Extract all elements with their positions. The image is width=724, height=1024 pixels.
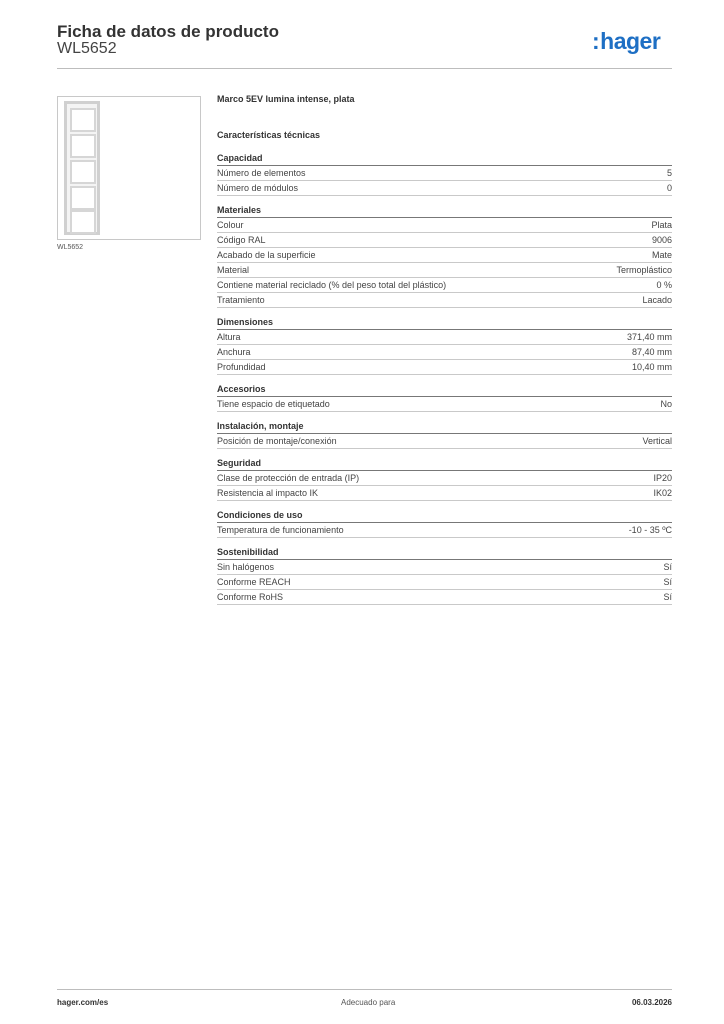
spec-section	[217, 316, 672, 375]
spec-section	[217, 383, 672, 412]
page-title: Ficha de datos de producto	[57, 22, 279, 41]
frame-illustration	[64, 101, 100, 235]
spec-row	[217, 486, 672, 501]
spec-section-title: Capacidad	[217, 152, 672, 166]
spec-row	[217, 523, 672, 538]
spec-label: Material	[217, 265, 250, 275]
spec-label: Sin halógenos	[217, 562, 275, 572]
spec-value: 87,40 mm	[631, 347, 672, 357]
logo-colon-icon: :	[592, 28, 600, 54]
frame-slot	[70, 160, 96, 184]
product-name: Marco 5EV lumina intense, plata	[217, 94, 355, 104]
spec-value: Termoplástico	[616, 265, 672, 275]
spec-label: Conforme REACH	[217, 577, 291, 587]
spec-section-title: Instalación, montaje	[217, 420, 672, 434]
spec-section-title: Condiciones de uso	[217, 509, 672, 523]
spec-value: No	[660, 399, 672, 409]
logo-text: hager	[600, 28, 661, 54]
spec-row	[217, 218, 672, 233]
spec-value: 5	[666, 168, 672, 178]
spec-value: Vertical	[642, 436, 672, 446]
spec-row	[217, 360, 672, 375]
frame-slot	[70, 186, 96, 210]
spec-section	[217, 152, 672, 196]
spec-label: Tratamiento	[217, 295, 265, 305]
spec-label: Anchura	[217, 347, 251, 357]
spec-content	[217, 94, 672, 613]
frame-slot	[70, 134, 96, 158]
spec-value: 10,40 mm	[631, 362, 672, 372]
spec-label: Contiene material reciclado (% del peso total del plástico)	[217, 280, 447, 290]
product-code: WL5652	[57, 40, 117, 57]
spec-row	[217, 330, 672, 345]
spec-row	[217, 471, 672, 486]
spec-label: Temperatura de funcionamiento	[217, 525, 344, 535]
spec-row	[217, 434, 672, 449]
spec-value: Sí	[663, 592, 672, 602]
spec-row	[217, 248, 672, 263]
spec-section-title: Accesorios	[217, 383, 672, 397]
spec-row	[217, 345, 672, 360]
spec-section	[217, 204, 672, 308]
footer-center-text: Adecuado para	[341, 998, 396, 1007]
spec-row	[217, 166, 672, 181]
spec-label: Número de módulos	[217, 183, 299, 193]
spec-value: 0	[666, 183, 672, 193]
spec-value: IK02	[653, 488, 672, 498]
spec-section-title: Seguridad	[217, 457, 672, 471]
spec-label: Código RAL	[217, 235, 266, 245]
spec-value: Mate	[651, 250, 672, 260]
spec-value: 9006	[651, 235, 672, 245]
spec-row	[217, 233, 672, 248]
spec-row	[217, 293, 672, 308]
spec-value: 371,40 mm	[626, 332, 672, 342]
spec-row	[217, 397, 672, 412]
spec-value: Lacado	[642, 295, 672, 305]
spec-value: Sí	[663, 562, 672, 572]
spec-label: Número de elementos	[217, 168, 306, 178]
spec-value: 0 %	[656, 280, 672, 290]
spec-label: Tiene espacio de etiquetado	[217, 399, 330, 409]
spec-section	[217, 420, 672, 449]
image-caption: WL5652	[57, 244, 84, 251]
header-divider	[57, 68, 672, 69]
frame-slot	[70, 210, 96, 234]
spec-value: IP20	[653, 473, 672, 483]
hager-logo	[592, 28, 660, 55]
spec-value: Plata	[651, 220, 672, 230]
spec-label: Altura	[217, 332, 241, 342]
spec-row	[217, 575, 672, 590]
spec-sections	[217, 152, 672, 605]
spec-label: Profundidad	[217, 362, 266, 372]
spec-section-title: Sostenibilidad	[217, 546, 672, 560]
footer-website-link[interactable]: hager.com/es	[57, 998, 109, 1007]
section-heading: Características técnicas	[217, 130, 321, 140]
footer-divider	[57, 989, 672, 990]
spec-section-title: Dimensiones	[217, 316, 672, 330]
spec-row	[217, 560, 672, 575]
spec-row	[217, 181, 672, 196]
product-image	[57, 96, 201, 240]
spec-value: -10 - 35 ºC	[628, 525, 672, 535]
frame-slot	[70, 108, 96, 132]
spec-row	[217, 263, 672, 278]
spec-label: Colour	[217, 220, 244, 230]
spec-label: Clase de protección de entrada (IP)	[217, 473, 360, 483]
spec-label: Conforme RoHS	[217, 592, 284, 602]
spec-value: Sí	[663, 577, 672, 587]
spec-row	[217, 590, 672, 605]
spec-section	[217, 546, 672, 605]
spec-label: Resistencia al impacto IK	[217, 488, 319, 498]
spec-row	[217, 278, 672, 293]
spec-label: Acabado de la superficie	[217, 250, 316, 260]
spec-section	[217, 457, 672, 501]
spec-section-title: Materiales	[217, 204, 672, 218]
spec-label: Posición de montaje/conexión	[217, 436, 337, 446]
spec-section	[217, 509, 672, 538]
footer-date: 06.03.2026	[631, 998, 672, 1007]
